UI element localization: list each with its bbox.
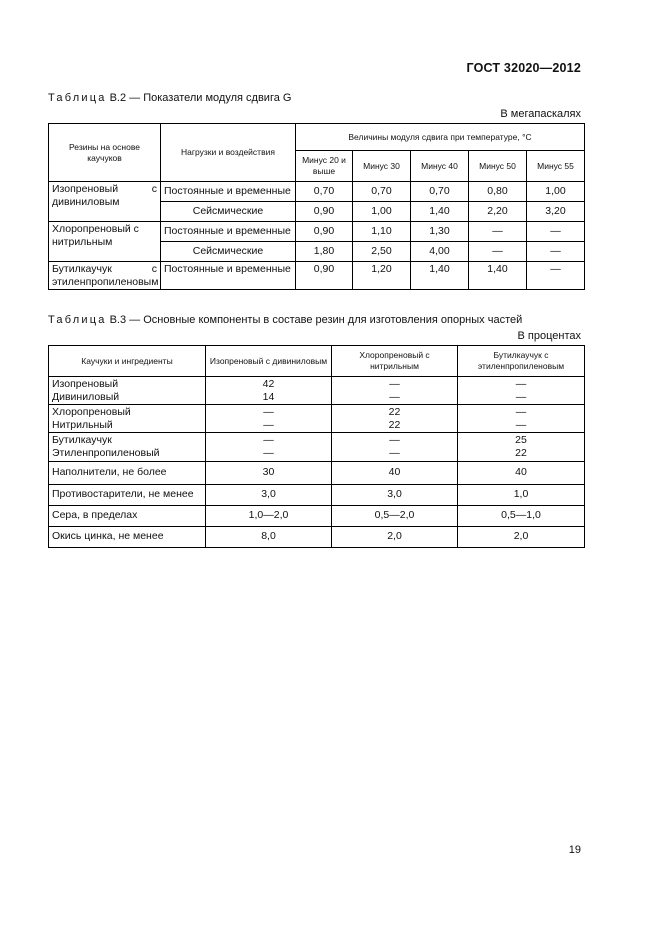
ingredient-name: Этиленпропиленовый <box>52 446 160 459</box>
header-isoprene: Изопреновый с дивиниловым <box>206 346 332 377</box>
value-cell: — <box>515 418 527 431</box>
value-cell: 0,5—2,0 <box>332 505 458 526</box>
value-cell: 0,80 <box>469 182 527 202</box>
value-cell: — <box>515 406 527 419</box>
table-row <box>49 182 585 202</box>
value-cell: 8,0 <box>206 526 332 547</box>
value-cell: 1,30 <box>411 222 469 242</box>
value-cell: 0,5—1,0 <box>458 505 585 526</box>
value-cell: — <box>527 222 585 242</box>
document-code: ГОСТ 32020—2012 <box>466 61 581 75</box>
value-cell: 4,00 <box>411 242 469 262</box>
value-cell: 2,0 <box>458 526 585 547</box>
ingredient-name: Сера, в пределах <box>49 505 206 526</box>
load-cell: Сейсмические <box>161 242 296 262</box>
value-cell: 14 <box>262 390 275 403</box>
value-cell: 3,20 <box>527 202 585 222</box>
value-cell: 1,20 <box>353 262 411 290</box>
header-temperature-group: Величины модуля сдвига при температуре, °С <box>296 124 585 151</box>
table-row <box>49 526 585 547</box>
table-row <box>49 461 585 484</box>
header-temp-4: Минус 50 <box>469 151 527 182</box>
value-cell: — <box>389 446 400 459</box>
value-cell: 1,00 <box>353 202 411 222</box>
value-cell: — <box>263 434 274 447</box>
table2-units: В процентах <box>517 330 581 342</box>
value-cell: 1,40 <box>411 262 469 290</box>
table-row <box>49 377 585 405</box>
header-temp-1: Минус 20 и выше <box>296 151 353 182</box>
table1-units: В мегапаскалях <box>500 108 581 120</box>
value-cell: 2,0 <box>332 526 458 547</box>
table2-caption-text: В.3 — Основные компоненты в составе резин для изготовления опорных частей <box>109 314 523 326</box>
rubber-cell: Бутилкаучук с этиленпропиленовым <box>49 262 161 290</box>
table2-caption <box>48 314 522 326</box>
value-cell: 0,90 <box>296 262 353 290</box>
load-cell: Постоянные и временные <box>161 222 296 242</box>
ingredient-name: Противостарители, не менее <box>49 484 206 505</box>
value-cell: 22 <box>388 406 401 419</box>
value-cell: — <box>389 434 400 447</box>
value-cell: 1,40 <box>469 262 527 290</box>
load-cell: Постоянные и временные <box>161 262 296 290</box>
ingredient-name: Хлоропреновый <box>52 406 131 419</box>
table1-caption-text: В.2 — Показатели модуля сдвига G <box>109 92 292 104</box>
value-cell: 40 <box>458 461 585 484</box>
table2-caption-label: Таблица <box>48 314 107 326</box>
value-cell: 25 <box>515 434 527 447</box>
ingredient-name: Бутилкаучук <box>52 434 112 447</box>
value-cell: 1,0 <box>458 484 585 505</box>
table-row <box>49 505 585 526</box>
header-temp-3: Минус 40 <box>411 151 469 182</box>
value-cell: 3,0 <box>332 484 458 505</box>
load-cell: Сейсмические <box>161 202 296 222</box>
shear-modulus-table <box>48 123 585 290</box>
value-cell: 30 <box>206 461 332 484</box>
rubber-cell: Хлоропреновый с нитрильным <box>49 222 161 262</box>
value-cell: 42 <box>262 378 275 390</box>
value-cell: 1,40 <box>411 202 469 222</box>
value-cell: 1,0—2,0 <box>206 505 332 526</box>
value-cell: 0,70 <box>296 182 353 202</box>
value-cell: — <box>389 390 400 403</box>
value-cell: — <box>515 378 527 390</box>
header-temp-5: Минус 55 <box>527 151 585 182</box>
value-cell: — <box>469 242 527 262</box>
table1-caption-label: Таблица <box>48 92 107 104</box>
rubber-cell: Изопреновый с дивиниловым <box>49 182 161 222</box>
value-cell: — <box>263 406 274 419</box>
value-cell: 40 <box>332 461 458 484</box>
value-cell: 0,70 <box>411 182 469 202</box>
value-cell: 0,70 <box>353 182 411 202</box>
value-cell: 2,50 <box>353 242 411 262</box>
table-row <box>49 484 585 505</box>
header-butyl: Бутилкаучук с этиленпропиленовым <box>458 346 585 377</box>
table-row <box>49 433 585 461</box>
table-row <box>49 405 585 433</box>
header-temp-2: Минус 30 <box>353 151 411 182</box>
ingredient-name: Дивиниловый <box>52 390 120 403</box>
value-cell: 22 <box>388 418 401 431</box>
value-cell: — <box>515 390 527 403</box>
value-cell: 22 <box>515 446 527 459</box>
value-cell: 0,90 <box>296 202 353 222</box>
value-cell: 1,10 <box>353 222 411 242</box>
value-cell: 0,90 <box>296 222 353 242</box>
header-rubber: Резины на основе каучуков <box>49 124 161 182</box>
table-row <box>49 262 585 290</box>
header-ingredients: Каучуки и ингредиенты <box>49 346 206 377</box>
value-cell: 3,0 <box>206 484 332 505</box>
value-cell: — <box>527 262 585 290</box>
value-cell: — <box>389 378 400 390</box>
ingredient-name: Нитрильный <box>52 418 113 431</box>
header-chloroprene: Хлоропреновый с нитрильным <box>332 346 458 377</box>
value-cell: — <box>527 242 585 262</box>
ingredient-name: Окись цинка, не менее <box>49 526 206 547</box>
table-row <box>49 222 585 242</box>
ingredient-name: Наполнители, не более <box>49 461 206 484</box>
table1-caption <box>48 92 291 104</box>
ingredient-name: Изопреновый <box>52 378 119 390</box>
value-cell: — <box>469 222 527 242</box>
header-loads: Нагрузки и воздействия <box>161 124 296 182</box>
page-number: 19 <box>568 844 581 856</box>
rubber-components-table <box>48 345 585 548</box>
load-cell: Постоянные и временные <box>161 182 296 202</box>
value-cell: 1,80 <box>296 242 353 262</box>
value-cell: 1,00 <box>527 182 585 202</box>
value-cell: — <box>263 446 274 459</box>
value-cell: — <box>263 418 274 431</box>
value-cell: 2,20 <box>469 202 527 222</box>
